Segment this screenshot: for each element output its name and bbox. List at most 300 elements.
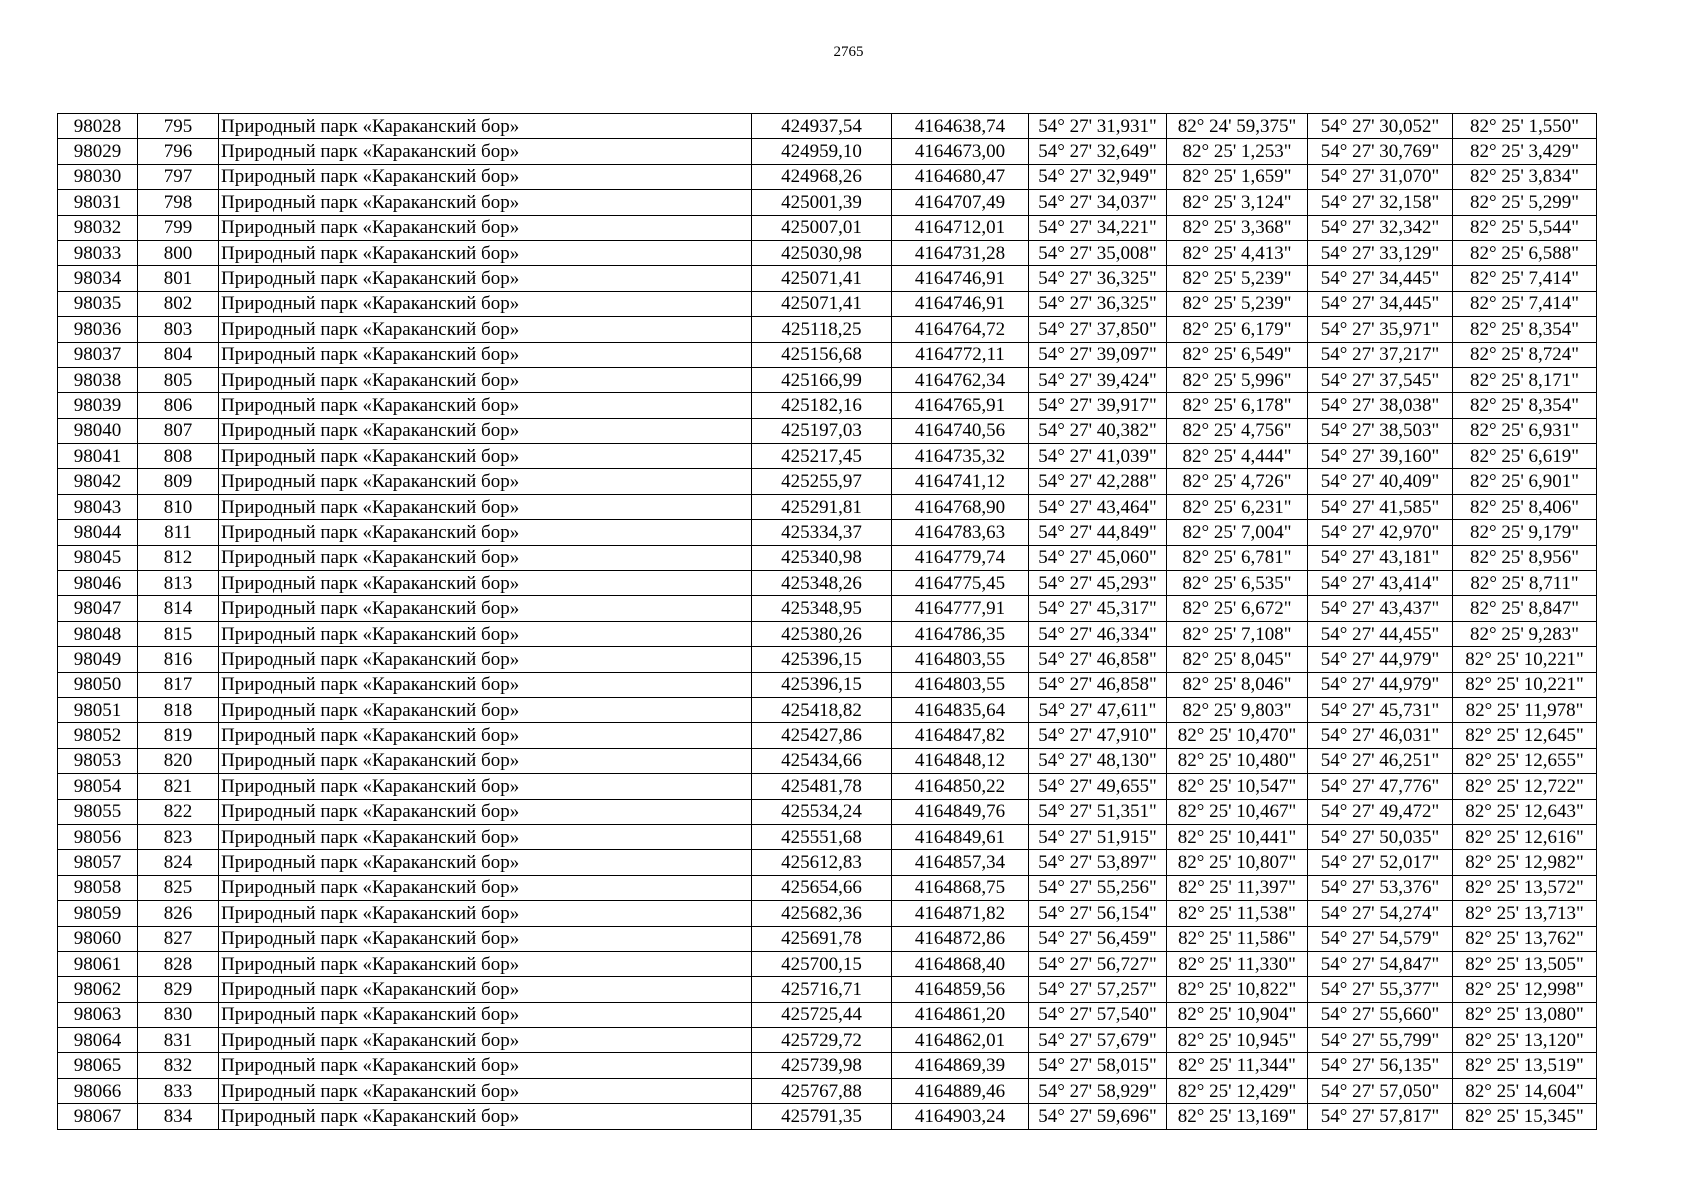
point-number-cell: 818: [138, 697, 219, 722]
x-coordinate-cell: 425197,03: [752, 418, 892, 443]
longitude-1-cell: 82° 25' 4,756": [1167, 418, 1308, 443]
longitude-2-cell: 82° 25' 8,847": [1453, 596, 1597, 621]
row-id-cell: 98031: [58, 190, 138, 215]
x-coordinate-cell: 425007,01: [752, 215, 892, 240]
table-row: [58, 824, 1597, 849]
row-id-cell: 98066: [58, 1078, 138, 1103]
row-id-cell: 98038: [58, 367, 138, 392]
row-id-cell: 98063: [58, 1002, 138, 1027]
point-number-cell: 799: [138, 215, 219, 240]
point-number-cell: 815: [138, 621, 219, 646]
longitude-1-cell: 82° 25' 4,726": [1167, 469, 1308, 494]
table-row: [58, 342, 1597, 367]
longitude-1-cell: 82° 25' 3,124": [1167, 190, 1308, 215]
longitude-2-cell: 82° 25' 13,120": [1453, 1028, 1597, 1053]
table-row: [58, 393, 1597, 418]
point-number-cell: 811: [138, 520, 219, 545]
latitude-1-cell: 54° 27' 59,696": [1029, 1104, 1167, 1129]
x-coordinate-cell: 425725,44: [752, 1002, 892, 1027]
longitude-2-cell: 82° 25' 7,414": [1453, 291, 1597, 316]
name-cell: Природный парк «Караканский бор»: [219, 444, 752, 469]
table-row: [58, 1002, 1597, 1027]
point-number-cell: 830: [138, 1002, 219, 1027]
row-id-cell: 98030: [58, 164, 138, 189]
x-coordinate-cell: 425716,71: [752, 977, 892, 1002]
name-cell: Природный парк «Караканский бор»: [219, 469, 752, 494]
point-number-cell: 820: [138, 748, 219, 773]
longitude-1-cell: 82° 25' 10,807": [1167, 850, 1308, 875]
latitude-2-cell: 54° 27' 44,979": [1308, 672, 1453, 697]
name-cell: Природный парк «Караканский бор»: [219, 494, 752, 519]
longitude-2-cell: 82° 25' 15,345": [1453, 1104, 1597, 1129]
latitude-2-cell: 54° 27' 46,251": [1308, 748, 1453, 773]
row-id-cell: 98062: [58, 977, 138, 1002]
row-id-cell: 98044: [58, 520, 138, 545]
longitude-2-cell: 82° 25' 13,080": [1453, 1002, 1597, 1027]
longitude-2-cell: 82° 25' 13,572": [1453, 875, 1597, 900]
x-coordinate-cell: 425348,95: [752, 596, 892, 621]
point-number-cell: 826: [138, 901, 219, 926]
x-coordinate-cell: 425071,41: [752, 266, 892, 291]
y-coordinate-cell: 4164803,55: [892, 672, 1029, 697]
row-id-cell: 98042: [58, 469, 138, 494]
longitude-2-cell: 82° 25' 14,604": [1453, 1078, 1597, 1103]
y-coordinate-cell: 4164835,64: [892, 697, 1029, 722]
y-coordinate-cell: 4164783,63: [892, 520, 1029, 545]
name-cell: Природный парк «Караканский бор»: [219, 596, 752, 621]
y-coordinate-cell: 4164871,82: [892, 901, 1029, 926]
table-row: [58, 1028, 1597, 1053]
y-coordinate-cell: 4164848,12: [892, 748, 1029, 773]
latitude-1-cell: 54° 27' 43,464": [1029, 494, 1167, 519]
table-row: [58, 139, 1597, 164]
longitude-1-cell: 82° 25' 10,904": [1167, 1002, 1308, 1027]
y-coordinate-cell: 4164775,45: [892, 571, 1029, 596]
point-number-cell: 807: [138, 418, 219, 443]
latitude-1-cell: 54° 27' 46,334": [1029, 621, 1167, 646]
row-id-cell: 98036: [58, 317, 138, 342]
y-coordinate-cell: 4164803,55: [892, 647, 1029, 672]
longitude-2-cell: 82° 25' 12,722": [1453, 774, 1597, 799]
longitude-1-cell: 82° 25' 8,046": [1167, 672, 1308, 697]
row-id-cell: 98048: [58, 621, 138, 646]
latitude-2-cell: 54° 27' 44,455": [1308, 621, 1453, 646]
table-row: [58, 748, 1597, 773]
row-id-cell: 98058: [58, 875, 138, 900]
x-coordinate-cell: 425551,68: [752, 824, 892, 849]
latitude-2-cell: 54° 27' 55,799": [1308, 1028, 1453, 1053]
longitude-2-cell: 82° 25' 11,978": [1453, 697, 1597, 722]
table-row: [58, 114, 1597, 139]
longitude-1-cell: 82° 25' 6,781": [1167, 545, 1308, 570]
longitude-1-cell: 82° 25' 7,004": [1167, 520, 1308, 545]
name-cell: Природный парк «Караканский бор»: [219, 190, 752, 215]
latitude-2-cell: 54° 27' 38,503": [1308, 418, 1453, 443]
longitude-2-cell: 82° 25' 6,619": [1453, 444, 1597, 469]
point-number-cell: 825: [138, 875, 219, 900]
row-id-cell: 98056: [58, 824, 138, 849]
latitude-1-cell: 54° 27' 35,008": [1029, 240, 1167, 265]
name-cell: Природный парк «Караканский бор»: [219, 317, 752, 342]
row-id-cell: 98047: [58, 596, 138, 621]
longitude-1-cell: 82° 25' 11,538": [1167, 901, 1308, 926]
point-number-cell: 832: [138, 1053, 219, 1078]
longitude-1-cell: 82° 25' 13,169": [1167, 1104, 1308, 1129]
name-cell: Природный парк «Караканский бор»: [219, 1028, 752, 1053]
latitude-2-cell: 54° 27' 52,017": [1308, 850, 1453, 875]
latitude-1-cell: 54° 27' 46,858": [1029, 672, 1167, 697]
table-row: [58, 799, 1597, 824]
latitude-2-cell: 54° 27' 34,445": [1308, 291, 1453, 316]
row-id-cell: 98054: [58, 774, 138, 799]
table-row: [58, 672, 1597, 697]
table-row: [58, 1053, 1597, 1078]
y-coordinate-cell: 4164764,72: [892, 317, 1029, 342]
point-number-cell: 796: [138, 139, 219, 164]
name-cell: Природный парк «Караканский бор»: [219, 139, 752, 164]
longitude-1-cell: 82° 25' 6,672": [1167, 596, 1308, 621]
longitude-2-cell: 82° 25' 12,655": [1453, 748, 1597, 773]
longitude-2-cell: 82° 25' 8,171": [1453, 367, 1597, 392]
x-coordinate-cell: 425291,81: [752, 494, 892, 519]
x-coordinate-cell: 425182,16: [752, 393, 892, 418]
latitude-2-cell: 54° 27' 31,070": [1308, 164, 1453, 189]
latitude-1-cell: 54° 27' 47,611": [1029, 697, 1167, 722]
row-id-cell: 98033: [58, 240, 138, 265]
latitude-2-cell: 54° 27' 54,847": [1308, 951, 1453, 976]
longitude-1-cell: 82° 25' 10,467": [1167, 799, 1308, 824]
point-number-cell: 823: [138, 824, 219, 849]
latitude-2-cell: 54° 27' 47,776": [1308, 774, 1453, 799]
table-row: [58, 444, 1597, 469]
name-cell: Природный парк «Караканский бор»: [219, 774, 752, 799]
longitude-2-cell: 82° 25' 3,834": [1453, 164, 1597, 189]
longitude-1-cell: 82° 25' 3,368": [1167, 215, 1308, 240]
y-coordinate-cell: 4164847,82: [892, 723, 1029, 748]
point-number-cell: 827: [138, 926, 219, 951]
row-id-cell: 98050: [58, 672, 138, 697]
latitude-1-cell: 54° 27' 31,931": [1029, 114, 1167, 139]
latitude-1-cell: 54° 27' 57,257": [1029, 977, 1167, 1002]
row-id-cell: 98037: [58, 342, 138, 367]
longitude-2-cell: 82° 25' 12,645": [1453, 723, 1597, 748]
longitude-2-cell: 82° 25' 8,724": [1453, 342, 1597, 367]
longitude-1-cell: 82° 25' 10,480": [1167, 748, 1308, 773]
table-row: [58, 850, 1597, 875]
name-cell: Природный парк «Караканский бор»: [219, 418, 752, 443]
latitude-1-cell: 54° 27' 39,424": [1029, 367, 1167, 392]
latitude-2-cell: 54° 27' 37,217": [1308, 342, 1453, 367]
y-coordinate-cell: 4164735,32: [892, 444, 1029, 469]
point-number-cell: 834: [138, 1104, 219, 1129]
longitude-2-cell: 82° 25' 10,221": [1453, 647, 1597, 672]
longitude-1-cell: 82° 25' 11,330": [1167, 951, 1308, 976]
x-coordinate-cell: 425434,66: [752, 748, 892, 773]
x-coordinate-cell: 425654,66: [752, 875, 892, 900]
longitude-2-cell: 82° 25' 13,713": [1453, 901, 1597, 926]
y-coordinate-cell: 4164772,11: [892, 342, 1029, 367]
point-number-cell: 806: [138, 393, 219, 418]
table-row: [58, 621, 1597, 646]
row-id-cell: 98065: [58, 1053, 138, 1078]
longitude-1-cell: 82° 25' 11,586": [1167, 926, 1308, 951]
longitude-1-cell: 82° 25' 6,231": [1167, 494, 1308, 519]
x-coordinate-cell: 425348,26: [752, 571, 892, 596]
x-coordinate-cell: 425118,25: [752, 317, 892, 342]
row-id-cell: 98064: [58, 1028, 138, 1053]
x-coordinate-cell: 425156,68: [752, 342, 892, 367]
latitude-2-cell: 54° 27' 30,769": [1308, 139, 1453, 164]
name-cell: Природный парк «Караканский бор»: [219, 697, 752, 722]
latitude-2-cell: 54° 27' 32,342": [1308, 215, 1453, 240]
longitude-1-cell: 82° 25' 11,344": [1167, 1053, 1308, 1078]
latitude-2-cell: 54° 27' 41,585": [1308, 494, 1453, 519]
latitude-1-cell: 54° 27' 48,130": [1029, 748, 1167, 773]
point-number-cell: 812: [138, 545, 219, 570]
name-cell: Природный парк «Караканский бор»: [219, 367, 752, 392]
longitude-1-cell: 82° 24' 59,375": [1167, 114, 1308, 139]
point-number-cell: 797: [138, 164, 219, 189]
longitude-1-cell: 82° 25' 4,444": [1167, 444, 1308, 469]
x-coordinate-cell: 425166,99: [752, 367, 892, 392]
row-id-cell: 98045: [58, 545, 138, 570]
x-coordinate-cell: 425612,83: [752, 850, 892, 875]
x-coordinate-cell: 425791,35: [752, 1104, 892, 1129]
x-coordinate-cell: 425418,82: [752, 697, 892, 722]
longitude-1-cell: 82° 25' 11,397": [1167, 875, 1308, 900]
y-coordinate-cell: 4164765,91: [892, 393, 1029, 418]
y-coordinate-cell: 4164762,34: [892, 367, 1029, 392]
name-cell: Природный парк «Караканский бор»: [219, 1104, 752, 1129]
latitude-2-cell: 54° 27' 35,971": [1308, 317, 1453, 342]
point-number-cell: 810: [138, 494, 219, 519]
x-coordinate-cell: 424959,10: [752, 139, 892, 164]
latitude-2-cell: 54° 27' 46,031": [1308, 723, 1453, 748]
longitude-2-cell: 82° 25' 3,429": [1453, 139, 1597, 164]
x-coordinate-cell: 425001,39: [752, 190, 892, 215]
table-row: [58, 520, 1597, 545]
name-cell: Природный парк «Караканский бор»: [219, 951, 752, 976]
row-id-cell: 98051: [58, 697, 138, 722]
point-number-cell: 803: [138, 317, 219, 342]
point-number-cell: 808: [138, 444, 219, 469]
y-coordinate-cell: 4164849,61: [892, 824, 1029, 849]
name-cell: Природный парк «Караканский бор»: [219, 977, 752, 1002]
table-row: [58, 723, 1597, 748]
point-number-cell: 817: [138, 672, 219, 697]
latitude-1-cell: 54° 27' 45,317": [1029, 596, 1167, 621]
x-coordinate-cell: 425682,36: [752, 901, 892, 926]
latitude-1-cell: 54° 27' 58,015": [1029, 1053, 1167, 1078]
name-cell: Природный парк «Караканский бор»: [219, 266, 752, 291]
name-cell: Природный парк «Караканский бор»: [219, 393, 752, 418]
longitude-1-cell: 82° 25' 6,549": [1167, 342, 1308, 367]
longitude-1-cell: 82° 25' 10,441": [1167, 824, 1308, 849]
latitude-2-cell: 54° 27' 45,731": [1308, 697, 1453, 722]
latitude-2-cell: 54° 27' 53,376": [1308, 875, 1453, 900]
table-row: [58, 291, 1597, 316]
table-row: [58, 317, 1597, 342]
x-coordinate-cell: 425340,98: [752, 545, 892, 570]
latitude-2-cell: 54° 27' 40,409": [1308, 469, 1453, 494]
longitude-2-cell: 82° 25' 8,354": [1453, 317, 1597, 342]
table-row: [58, 875, 1597, 900]
longitude-1-cell: 82° 25' 7,108": [1167, 621, 1308, 646]
x-coordinate-cell: 425739,98: [752, 1053, 892, 1078]
y-coordinate-cell: 4164872,86: [892, 926, 1029, 951]
point-number-cell: 816: [138, 647, 219, 672]
latitude-2-cell: 54° 27' 43,437": [1308, 596, 1453, 621]
point-number-cell: 833: [138, 1078, 219, 1103]
x-coordinate-cell: 425334,37: [752, 520, 892, 545]
longitude-1-cell: 82° 25' 10,945": [1167, 1028, 1308, 1053]
row-id-cell: 98032: [58, 215, 138, 240]
point-number-cell: 805: [138, 367, 219, 392]
x-coordinate-cell: 425217,45: [752, 444, 892, 469]
row-id-cell: 98060: [58, 926, 138, 951]
table-row: [58, 494, 1597, 519]
latitude-2-cell: 54° 27' 43,414": [1308, 571, 1453, 596]
latitude-1-cell: 54° 27' 45,293": [1029, 571, 1167, 596]
x-coordinate-cell: 425691,78: [752, 926, 892, 951]
row-id-cell: 98049: [58, 647, 138, 672]
latitude-2-cell: 54° 27' 54,274": [1308, 901, 1453, 926]
row-id-cell: 98040: [58, 418, 138, 443]
table-row: [58, 545, 1597, 570]
row-id-cell: 98046: [58, 571, 138, 596]
latitude-2-cell: 54° 27' 44,979": [1308, 647, 1453, 672]
point-number-cell: 802: [138, 291, 219, 316]
point-number-cell: 804: [138, 342, 219, 367]
point-number-cell: 800: [138, 240, 219, 265]
latitude-1-cell: 54° 27' 41,039": [1029, 444, 1167, 469]
longitude-2-cell: 82° 25' 6,588": [1453, 240, 1597, 265]
row-id-cell: 98035: [58, 291, 138, 316]
x-coordinate-cell: 425534,24: [752, 799, 892, 824]
y-coordinate-cell: 4164889,46: [892, 1078, 1029, 1103]
latitude-2-cell: 54° 27' 57,050": [1308, 1078, 1453, 1103]
longitude-2-cell: 82° 25' 12,643": [1453, 799, 1597, 824]
latitude-2-cell: 54° 27' 56,135": [1308, 1053, 1453, 1078]
coordinates-table: [57, 113, 1597, 1130]
row-id-cell: 98059: [58, 901, 138, 926]
longitude-2-cell: 82° 25' 5,299": [1453, 190, 1597, 215]
point-number-cell: 798: [138, 190, 219, 215]
name-cell: Природный парк «Караканский бор»: [219, 114, 752, 139]
latitude-2-cell: 54° 27' 54,579": [1308, 926, 1453, 951]
latitude-2-cell: 54° 27' 30,052": [1308, 114, 1453, 139]
x-coordinate-cell: 425767,88: [752, 1078, 892, 1103]
point-number-cell: 813: [138, 571, 219, 596]
longitude-2-cell: 82° 25' 12,616": [1453, 824, 1597, 849]
table-row: [58, 951, 1597, 976]
table-row: [58, 697, 1597, 722]
name-cell: Природный парк «Караканский бор»: [219, 1078, 752, 1103]
row-id-cell: 98041: [58, 444, 138, 469]
x-coordinate-cell: 425729,72: [752, 1028, 892, 1053]
row-id-cell: 98043: [58, 494, 138, 519]
y-coordinate-cell: 4164868,75: [892, 875, 1029, 900]
longitude-2-cell: 82° 25' 9,283": [1453, 621, 1597, 646]
y-coordinate-cell: 4164862,01: [892, 1028, 1029, 1053]
y-coordinate-cell: 4164849,76: [892, 799, 1029, 824]
latitude-1-cell: 54° 27' 57,679": [1029, 1028, 1167, 1053]
y-coordinate-cell: 4164673,00: [892, 139, 1029, 164]
longitude-2-cell: 82° 25' 5,544": [1453, 215, 1597, 240]
latitude-1-cell: 54° 27' 47,910": [1029, 723, 1167, 748]
table-row: [58, 164, 1597, 189]
name-cell: Природный парк «Караканский бор»: [219, 342, 752, 367]
latitude-1-cell: 54° 27' 51,915": [1029, 824, 1167, 849]
name-cell: Природный парк «Караканский бор»: [219, 1002, 752, 1027]
table-body: [58, 114, 1597, 1130]
table-row: [58, 774, 1597, 799]
longitude-2-cell: 82° 25' 8,956": [1453, 545, 1597, 570]
table-row: [58, 190, 1597, 215]
name-cell: Природный парк «Караканский бор»: [219, 647, 752, 672]
y-coordinate-cell: 4164740,56: [892, 418, 1029, 443]
name-cell: Природный парк «Караканский бор»: [219, 824, 752, 849]
table-row: [58, 901, 1597, 926]
y-coordinate-cell: 4164707,49: [892, 190, 1029, 215]
longitude-2-cell: 82° 25' 6,931": [1453, 418, 1597, 443]
name-cell: Природный парк «Караканский бор»: [219, 571, 752, 596]
longitude-1-cell: 82° 25' 8,045": [1167, 647, 1308, 672]
table-row: [58, 596, 1597, 621]
name-cell: Природный парк «Караканский бор»: [219, 748, 752, 773]
longitude-2-cell: 82° 25' 13,762": [1453, 926, 1597, 951]
x-coordinate-cell: 425700,15: [752, 951, 892, 976]
longitude-2-cell: 82° 25' 12,998": [1453, 977, 1597, 1002]
x-coordinate-cell: 425481,78: [752, 774, 892, 799]
y-coordinate-cell: 4164850,22: [892, 774, 1029, 799]
latitude-2-cell: 54° 27' 39,160": [1308, 444, 1453, 469]
longitude-2-cell: 82° 25' 8,354": [1453, 393, 1597, 418]
point-number-cell: 831: [138, 1028, 219, 1053]
name-cell: Природный парк «Караканский бор»: [219, 799, 752, 824]
x-coordinate-cell: 425030,98: [752, 240, 892, 265]
y-coordinate-cell: 4164731,28: [892, 240, 1029, 265]
y-coordinate-cell: 4164868,40: [892, 951, 1029, 976]
name-cell: Природный парк «Караканский бор»: [219, 1053, 752, 1078]
point-number-cell: 824: [138, 850, 219, 875]
name-cell: Природный парк «Караканский бор»: [219, 520, 752, 545]
row-id-cell: 98055: [58, 799, 138, 824]
longitude-1-cell: 82° 25' 1,253": [1167, 139, 1308, 164]
latitude-2-cell: 54° 27' 55,660": [1308, 1002, 1453, 1027]
latitude-2-cell: 54° 27' 55,377": [1308, 977, 1453, 1002]
longitude-2-cell: 82° 25' 13,505": [1453, 951, 1597, 976]
row-id-cell: 98039: [58, 393, 138, 418]
x-coordinate-cell: 425396,15: [752, 672, 892, 697]
point-number-cell: 822: [138, 799, 219, 824]
latitude-2-cell: 54° 27' 49,472": [1308, 799, 1453, 824]
y-coordinate-cell: 4164779,74: [892, 545, 1029, 570]
y-coordinate-cell: 4164746,91: [892, 291, 1029, 316]
row-id-cell: 98057: [58, 850, 138, 875]
longitude-1-cell: 82° 25' 6,535": [1167, 571, 1308, 596]
longitude-1-cell: 82° 25' 10,470": [1167, 723, 1308, 748]
table-row: [58, 266, 1597, 291]
x-coordinate-cell: 425427,86: [752, 723, 892, 748]
y-coordinate-cell: 4164859,56: [892, 977, 1029, 1002]
point-number-cell: 795: [138, 114, 219, 139]
latitude-2-cell: 54° 27' 33,129": [1308, 240, 1453, 265]
x-coordinate-cell: 425255,97: [752, 469, 892, 494]
longitude-1-cell: 82° 25' 6,178": [1167, 393, 1308, 418]
latitude-1-cell: 54° 27' 56,727": [1029, 951, 1167, 976]
name-cell: Природный парк «Караканский бор»: [219, 672, 752, 697]
